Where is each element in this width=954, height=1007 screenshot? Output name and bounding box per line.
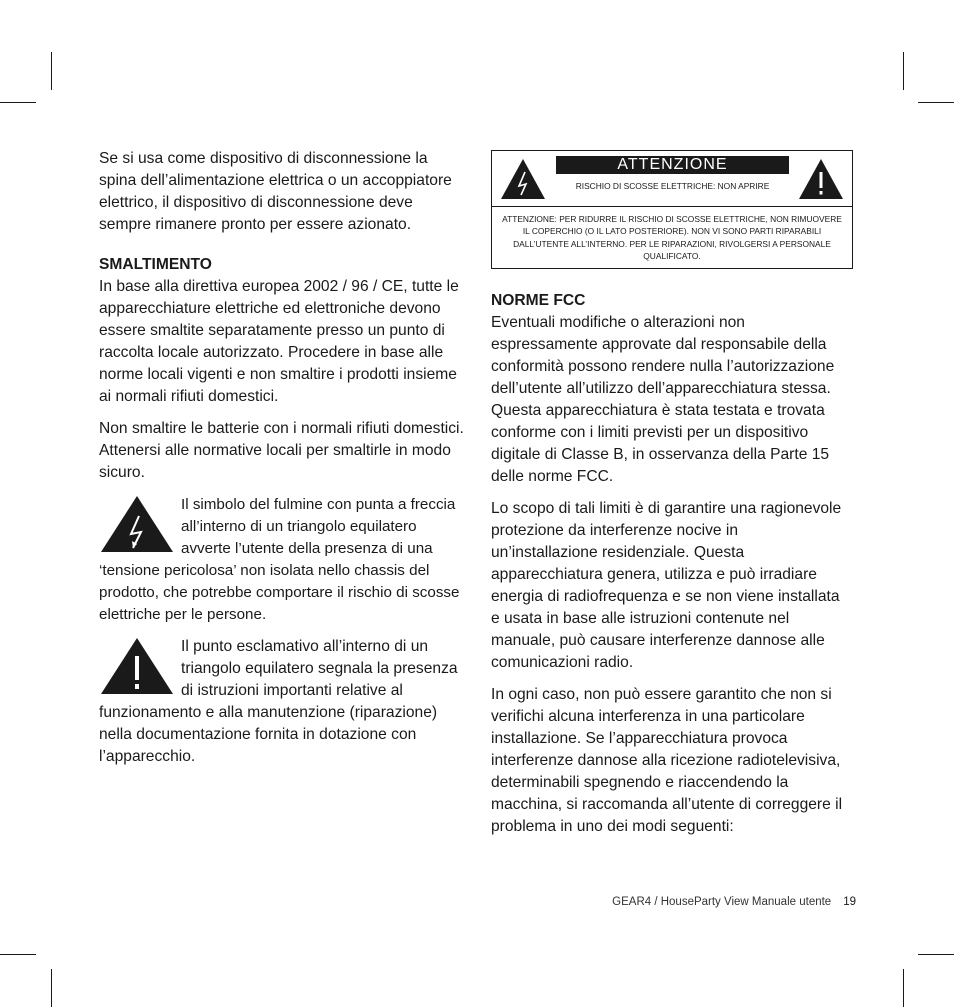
fcc-heading: NORME FCC [491, 291, 586, 309]
warning-box-header [492, 151, 852, 207]
interference-paragraph: In ogni caso, non può essere garantito che non si verifichi alcuna interferenza in una particolare installazione. Se l’apparecchiatura provoca interferenze dannose alla ricezione radiotelevisiva, determinabili spegnendo e riaccendendo la macchina, si raccomanda all’utente di correggere il problema in uno dei modi seguenti: [491, 685, 843, 835]
lightning-warning-icon [99, 494, 175, 554]
warning-body: ATTENZIONE: PER RIDURRE IL RISCHIO DI SCOSSE ELETTRICHE, NON RIMUOVERE IL COPERCHIO (O IL LATO POSTERIORE). NON VI SONO PARTI RIPARABILI DALL’UTENTE ALL’INTERNO. PER LE RIPARAZIONI, RIVOLGERSI A PERSONALE QUALIFICATO. [502, 214, 842, 262]
smaltimento-heading: SMALTIMENTO [99, 256, 212, 273]
smaltimento-paragraph: In base alla direttiva europea 2002 / 96 / CE, tutte le apparecchiature elettriche ed elettroniche devono essere smaltite separatamente presso un punto di raccolta locale autorizzato. Procedere in base alle norme locali vigenti e non smaltire i prodotti insieme ai normali rifiuti domestici. [99, 278, 459, 405]
crop-mark [51, 969, 52, 1007]
exclamation-note-text: Il punto esclamativo all’interno di un triangolo equilatero segnala la presenza di istruzioni importanti relative al funzionamento e alla manutenzione (riparazione) nella documentazione fornita in dotazione con l’apparecchio. [99, 638, 458, 765]
disconnect-paragraph: Se si usa come dispositivo di disconnessione la spina dell’alimentazione elettrica o un accoppiatore elettrico, il dispositivo di disconnessione deve sempre rimanere pronto per essere azionato. [99, 150, 452, 233]
crop-mark [918, 954, 954, 955]
page-footer [500, 896, 856, 908]
crop-mark [903, 969, 904, 1007]
warning-title: ATTENZIONE [556, 156, 789, 174]
crop-mark [903, 52, 904, 90]
exclamation-warning-icon [99, 636, 175, 696]
crop-mark [0, 954, 36, 955]
crop-mark [51, 52, 52, 90]
fcc-paragraph: Eventuali modifiche o alterazioni non espressamente approvate dal responsabile della conformità possono rendere nulla l’autorizzazione dell’utente all’utilizzo dell’apparecchiatura stessa. Questa apparecchiatura è stata testata e trovata conforme con i limiti previsti per un dispositivo digitale di Classe B, in osservanza della Parte 15 delle norme FCC. [491, 313, 835, 485]
footer-title: GEAR4 / HouseParty View Manuale utente [612, 896, 832, 908]
warning-box [491, 150, 853, 269]
lightning-warning-icon [500, 158, 546, 200]
warning-subtitle: RISCHIO DI SCOSSE ELETTRICHE: NON APRIRE [575, 181, 770, 191]
left-column [99, 148, 467, 768]
page-number: 19 [843, 896, 856, 908]
crop-mark [918, 102, 954, 103]
exclamation-warning-icon [798, 158, 844, 200]
right-column [491, 148, 849, 838]
lightning-note [99, 494, 467, 626]
crop-mark [0, 102, 36, 103]
lightning-note-text: Il simbolo del fulmine con punta a freccia all’interno di un triangolo equilatero avverte l’utente della presenza di una ‘tensione pericolosa’ non isolata nello chassis del prodotto, che potrebbe comportare il rischio di scosse elettriche per le persone. [99, 496, 460, 623]
batterie-paragraph: Non smaltire le batterie con i normali rifiuti domestici. Attenersi alle normative locali per smaltirle in modo sicuro. [99, 420, 464, 481]
scopo-paragraph: Lo scopo di tali limiti è di garantire una ragionevole protezione da interferenze nocive in un’installazione residenziale. Questa apparecchiatura genera, utilizza e può irradiare energia di radiofrequenza e se non viene installata e usata in base alle istruzioni contenute nel manuale, può causare interferenze dannose alle comunicazioni radio. [491, 499, 842, 671]
exclamation-note [99, 636, 467, 768]
